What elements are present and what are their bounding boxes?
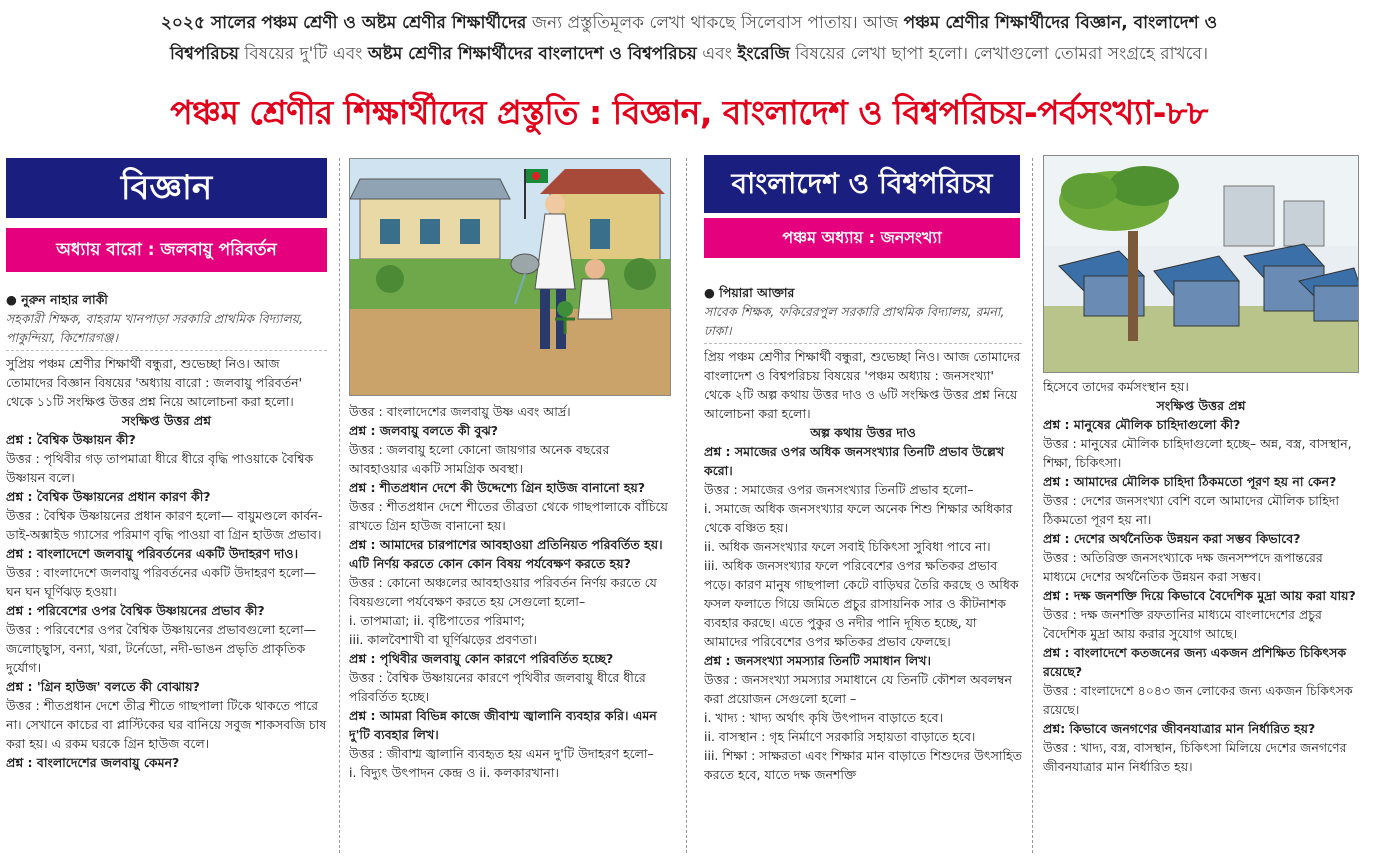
bgp-column-1	[704, 283, 1022, 855]
answer: iii. অধিক জনসংখ্যার ফলে পরিবেশের ওপর ক্ষতিকর প্রভাব পড়ে। কারণ মানুষ গাছপালা কেটে বাড়িঘর তৈরি করছে ও অধিক ফসল ফলাতে গিয়ে জমিতে প্রচুর রাসায়নিক সার ও কীটনাশক ব্যবহার করছে। এতে পুকুর ও নদীর পানি দূষিত হচ্ছে, যা আমাদের পরিবেশের ওপর ক্ষতিকর প্রভাব ফেলছে।	[704, 558, 1019, 649]
science-author: ● নুরুন নাহার লাকী	[6, 292, 108, 307]
answer: উত্তর : দেশের জনসংখ্যা বেশি বলে আমাদের মৌলিক চাহিদা ঠিকমতো পূরণ হয় না।	[1043, 493, 1340, 527]
question: প্রশ্ন : বৈশ্বিক উষ্ণায়নের প্রধান কারণ কী?	[6, 489, 211, 504]
divider	[704, 343, 1022, 344]
houses-illustration	[1044, 156, 1359, 373]
intro-subject-bgp: বিশ্বপরিচয়	[169, 44, 239, 64]
answer: উত্তর : কোনো অঞ্চলের আবহাওয়ার পরিবর্তন নির্ণয় করতে যে বিষয়গুলো পর্যবেক্ষণ করতে হয় সেগুলো হলো–	[349, 575, 657, 609]
question: প্রশ্ন : দক্ষ জনশক্তি দিয়ে কিভাবে বৈদেশিক মুদ্রা আয় করা যায়?	[1043, 588, 1356, 603]
bgp-intro: প্রিয় পঞ্চম শ্রেণীর শিক্ষার্থী বন্ধুরা, শুভেচ্ছা নিও। আজ তোমাদের বাংলাদেশ ও বিশ্বপরিচয় বিষয়ের 'পঞ্চম অধ্যায় : জনসংখ্যা' থেকে ২টি অল্প কথায় উত্তর দাও ও ৬টি সংক্ষিপ্ত উত্তর প্রশ্ন নিয়ে আলোচনা করা হলো।	[704, 349, 1021, 421]
answer: উত্তর : বৈশ্বিক উষ্ণায়নের কারণে পৃথিবীর জলবায়ু ধীরে ধীরে পরিবর্তিত হচ্ছে।	[349, 670, 646, 704]
headline: পঞ্চম শ্রেণীর শিক্ষার্থীদের প্রস্তুতি : বিজ্ঞান, বাংলাদেশ ও বিশ্বপরিচয়-পর্বসংখ্যা-৮৮	[170, 93, 1208, 132]
answer: উত্তর : দক্ষ জনশক্তি রফতানির মাধ্যমে বাংলাদেশের প্রচুর বৈদেশিক মুদ্রা আয় করার সুযোগ আছে।	[1043, 607, 1322, 641]
intro-year: ২০২৫ সালের	[160, 13, 256, 33]
answer: উত্তর : খাদ্য, বস্ত্র, বাসস্থান, চিকিৎসা মিলিয়ে দেশের জনগণের জীবনযাত্রার মান নির্ধারিত হয়।	[1043, 740, 1347, 774]
science-illustration	[349, 158, 671, 396]
answer: ii. বাসস্থান : গৃহ নির্মাণে সরকারি সহায়তা বাড়াতে হবে।	[704, 729, 976, 744]
science-section-title: সংক্ষিপ্ত উত্তর প্রশ্ন	[121, 413, 212, 428]
intro-text-1: জন্য প্রস্তুতিমূলক লেখা থাকছে সিলেবাস পাতায়। আজ	[531, 13, 899, 33]
question: প্রশ্ন : আমরা বিভিন্ন কাজে জীবাশ্ম জ্বালানি ব্যবহার করি। এমন দু'টি ব্যবহার লিখ।	[349, 708, 657, 742]
bgp-section-title: অল্প কথায় উত্তর দাও	[810, 425, 916, 440]
question: প্রশ্ন : 'গ্রিন হাউজ' বলতে কী বোঝায়?	[6, 679, 200, 694]
science-banner: বিজ্ঞান	[6, 158, 327, 218]
answer: উত্তর : পরিবেশের ওপর বৈশ্বিক উষ্ণায়নের প্রভাবগুলো হলো— জলোচ্ছ্বাস, বন্যা, খরা, টর্নেডো, নদী-ভাঙন প্রভৃতি প্রাকৃতিক দুর্যোগ।	[6, 622, 317, 675]
answer: উত্তর : পৃথিবীর গড় তাপমাত্রা ধীরে ধীরে বৃদ্ধি পাওয়াকে বৈশ্বিক উষ্ণায়ন বলে।	[6, 451, 314, 485]
intro-text	[10, 8, 1368, 70]
answer: i. সমাজে অধিক জনসংখ্যার ফলে অনেক শিশু শিক্ষার অধিকার থেকে বঞ্চিত হয়।	[704, 501, 1013, 535]
answer: i. তাপমাত্রা; ii. বৃষ্টিপাতের পরিমাণ;	[349, 613, 526, 628]
question: প্রশ্ন : পরিবেশের ওপর বৈশ্বিক উষ্ণায়নের প্রভাব কী?	[6, 603, 265, 618]
intro-english: ইংরেজি	[737, 44, 790, 64]
answer: i. খাদ্য : খাদ্য অর্থাৎ কৃষি উৎপাদন বাড়াতে হবে।	[704, 710, 944, 725]
bgp-affiliation: সাবেক শিক্ষক, ফকিরেরপুল সরকারি প্রাথমিক বিদ্যালয়, রমনা, ঢাকা।	[704, 304, 1005, 338]
column-divider	[339, 158, 340, 853]
answer: উত্তর : জলবায়ু হলো কোনো জায়গার অনেক বছরের আবহাওয়ার একটি সামগ্রিক অবস্থা।	[349, 442, 610, 476]
science-column-1	[6, 290, 327, 855]
bgp-banner: বাংলাদেশ ও বিশ্বপরিচয়	[704, 155, 1020, 213]
question: প্রশ্ন : আমাদের মৌলিক চাহিদা ঠিকমতো পূরণ হয় না কেন?	[1043, 474, 1337, 489]
answer: উত্তর : সমাজের ওপর জনসংখ্যার তিনটি প্রভাব হলো–	[704, 482, 974, 497]
question: প্রশ্ন : জনসংখ্যা সমস্যার তিনটি সমাধান লিখ।	[704, 653, 931, 668]
column-divider	[686, 158, 687, 853]
answer: iii. কালবৈশাখী বা ঘূর্ণিঝড়ের প্রবণতা।	[349, 632, 538, 647]
answer: উত্তর : বাংলাদেশে ৪০৪৩ জন লোকের জন্য একজন চিকিৎসক রয়েছে।	[1043, 683, 1353, 717]
divider	[6, 350, 327, 351]
question: প্রশ্ন : বাংলাদেশে কতজনের জন্য একজন প্রশিক্ষিত চিকিৎসক রয়েছে?	[1043, 645, 1347, 679]
bgp-section-title-2: সংক্ষিপ্ত উত্তর প্রশ্ন	[1156, 398, 1246, 413]
intro-and: এবং	[702, 44, 732, 64]
question: প্রশ্ন : পৃথিবীর জলবায়ু কোন কারণে পরিবর্তিত হচ্ছে?	[349, 651, 614, 666]
answer: উত্তর : মানুষের মৌলিক চাহিদাগুলো হচ্ছে– অন্ন, বস্ত্র, বাসস্থান, শিক্ষা, চিকিৎসা।	[1043, 436, 1352, 470]
answer: উত্তর : বৈশ্বিক উষ্ণায়নের প্রধান কারণ হলো— বায়ুমণ্ডলে কার্বন-ডাই-অক্সাইড গ্যাসের পরিমাণ বৃদ্ধি পাওয়া বা গ্রিন হাউজ প্রভাব।	[6, 508, 323, 542]
intro-line-2	[10, 39, 1368, 70]
answer: উত্তর : বাংলাদেশে জলবায়ু পরিবর্তনের একটি উদাহরণ হলো— ঘন ঘন ঘূর্ণিঝড় হওয়া।	[6, 565, 317, 599]
answer: i. বিদ্যুৎ উৎপাদন কেন্দ্র ও ii. কলকারখানা।	[349, 765, 559, 780]
intro-text-2: বিষয়ের দু'টি এবং	[244, 44, 363, 64]
bgp-author: ● পিয়ারা আক্তার	[704, 285, 795, 300]
answer: উত্তর : জীবাশ্ম জ্বালানি ব্যবহৃত হয় এমন দু'টি উদাহরণ হলো–	[349, 746, 654, 761]
intro-subjects: পঞ্চম শ্রেণীর শিক্ষার্থীদের বিজ্ঞান, বাংলাদেশ ও	[903, 13, 1218, 33]
question: প্রশ্ন : সমাজের ওপর অধিক জনসংখ্যার তিনটি প্রভাব উল্লেখ করো।	[704, 444, 1005, 478]
intro-classes: পঞ্চম শ্রেণী ও অষ্টম শ্রেণীর শিক্ষার্থীদের	[261, 13, 527, 33]
question: প্রশ্ন : দেশের অর্থনৈতিক উন্নয়ন করা সম্ভব কিভাবে?	[1043, 531, 1301, 546]
answer: উত্তর : শীতপ্রধান দেশে শীতের তীব্রতা থেকে গাছপালাকে বাঁচিয়ে রাখতে গ্রিন হাউজ বানানো হয়।	[349, 499, 668, 533]
answer: উত্তর : শীতপ্রধান দেশে তীব্র শীতে গাছপালা টিকে থাকতে পারে না। সেখানে কাচের বা প্লাস্টিকের ঘর বানিয়ে সবুজ শাকসবজি চাষ করা হয়। এ রকম ঘরকে গ্রিন হাউজ বলে।	[6, 698, 327, 751]
answer: উত্তর : জনসংখ্যা সমস্যার সমাধানে যে তিনটি কৌশল অবলম্বন করা প্রয়োজন সেগুলো হলো –	[704, 672, 1012, 706]
intro-text-3: বিষয়ের লেখা ছাপা হলো। লেখাগুলো তোমরা সংগ্রহে রাখবে।	[795, 44, 1209, 64]
question: প্রশ্ন : বাংলাদেশের জলবায়ু কেমন?	[6, 755, 180, 770]
answer: হিসেবে তাদের কর্মসংস্থান হয়।	[1043, 379, 1189, 394]
science-intro: সুপ্রিয় পঞ্চম শ্রেণীর শিক্ষার্থী বন্ধুরা, শুভেচ্ছা নিও। আজ তোমাদের বিজ্ঞান বিষয়ের 'অধ্যায় বারো : জলবায়ু পরিবর্তন' থেকে ১১টি সংক্ষিপ্ত উত্তর প্রশ্ন নিয়ে আলোচনা করা হলো।	[6, 356, 303, 409]
bgp-column-2	[1043, 377, 1359, 857]
answer: উত্তর : অতিরিক্ত জনসংখ্যাকে দক্ষ জনসম্পদে রূপান্তরের মাধ্যমে দেশের অর্থনৈতিক উন্নয়ন করা সম্ভব।	[1043, 550, 1323, 584]
intro-class8: অষ্টম শ্রেণীর শিক্ষার্থীদের বাংলাদেশ ও বিশ্বপরিচয়	[367, 44, 697, 64]
question: প্রশ্ন : বাংলাদেশে জলবায়ু পরিবর্তনের একটি উদাহরণ দাও।	[6, 546, 299, 561]
intro-line-1	[10, 8, 1368, 39]
column-divider	[1032, 158, 1033, 853]
question: প্রশ্ন : বৈশ্বিক উষ্ণায়ন কী?	[6, 432, 136, 447]
answer: উত্তর : বাংলাদেশের জলবায়ু উষ্ণ এবং আর্দ্র।	[349, 404, 571, 419]
science-chapter-bar: অধ্যায় বারো : জলবায়ু পরিবর্তন	[6, 228, 327, 272]
science-column-2	[349, 402, 671, 857]
question: প্রশ্ন : আমাদের চারপাশের আবহাওয়া প্রতিনিয়ত পরিবর্তিত হয়। এটি নির্ণয় করতে কোন কোন বিষয় পর্যবেক্ষণ করতে হয়?	[349, 537, 663, 571]
bgp-illustration	[1043, 155, 1359, 373]
question: প্রশ্ন : মানুষের মৌলিক চাহিদাগুলো কী?	[1043, 417, 1241, 432]
question: প্রশ্ন : শীতপ্রধান দেশে কী উদ্দেশ্যে গ্রিন হাউজ বানানো হয়?	[349, 480, 646, 495]
bgp-chapter-bar: পঞ্চম অধ্যায় : জনসংখ্যা	[704, 218, 1020, 258]
answer: iii. শিক্ষা : সাক্ষরতা এবং শিক্ষার মান বাড়াতে শিশুদের উৎসাহিত করতে হবে, যাতে দক্ষ জনশক্তি	[704, 748, 1022, 782]
planting-tree-illustration	[350, 159, 671, 396]
science-affiliation: সহকারী শিক্ষক, বাহরাম খানপাড়া সরকারি প্রাথমিক বিদ্যালয়, পাকুন্দিয়া, কিশোরগঞ্জ।	[6, 311, 304, 345]
question: প্রশ্ন : জলবায়ু বলতে কী বুঝ?	[349, 423, 499, 438]
question: প্রশ্ন: কিভাবে জনগণের জীবনযাত্রার মান নির্ধারিত হয়?	[1043, 721, 1316, 736]
answer: ii. অধিক জনসংখ্যার ফলে সবাই চিকিৎসা সুবিধা পাবে না।	[704, 539, 991, 554]
